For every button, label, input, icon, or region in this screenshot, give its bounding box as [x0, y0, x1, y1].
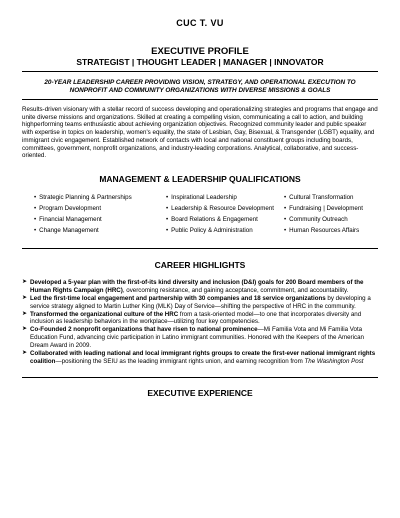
qualification-label: Change Management — [39, 226, 99, 234]
bullet-icon: • — [166, 226, 169, 234]
qualification-item — [284, 227, 394, 234]
highlight-item — [22, 350, 378, 366]
highlight-text: , overcoming resistance, and gaining acceptance, commitment, and accountability. — [122, 286, 349, 294]
bullet-icon: • — [284, 215, 287, 223]
arrow-bullet-icon: ➤ — [22, 326, 28, 333]
qualification-item — [166, 226, 287, 234]
qualification-item — [34, 193, 169, 201]
bullet-icon: • — [166, 193, 169, 201]
qualification-label: Strategic Planning & Partnerships — [39, 193, 132, 201]
bullet-icon: • — [166, 204, 169, 212]
qualification-item — [284, 216, 394, 223]
profile-paragraph: Results-driven visionary with a stellar record of success developing and operationalizing strategies and programs that engage and unite diverse missions and organizations. Skilled at creating a compelling vision, communicating a call to action, and building highperforming teams enthusiastic about achieving organization objectives. Recognized community leader and public speaker with expertise in topics on leadership, women's equality, the state of Lesbian, Gay, Bisexual, & Transgender (LGBT) equality, and immigrant civic engagement. Established network of contacts with local and national constituent groups including boards, committees, government, nonprofit organizations, and industry-leading corporations. Analytical, collaborative, and success-oriented. — [22, 106, 378, 160]
highlight-lead: Co-Founded 2 nonprofit organizations that have risen to national prominence — [30, 326, 258, 334]
summary-line-1: 20-YEAR LEADERSHIP CAREER PROVIDING VISION, STRATEGY, AND OPERATIONAL EXECUTION TO — [44, 79, 356, 86]
qualification-label: Inspirational Leadership — [171, 193, 237, 201]
experience-heading: EXECUTIVE EXPERIENCE — [147, 387, 253, 398]
arrow-bullet-icon: ➤ — [22, 350, 28, 357]
bullet-icon: • — [34, 226, 37, 234]
highlight-item — [22, 279, 378, 295]
highlight-text: from a task-oriented model—to one that incorporates diversity and inclusion as leadership behaviors in the workplace—utilizing four key competencies. — [30, 310, 362, 326]
profile-title: EXECUTIVE PROFILE — [151, 46, 249, 57]
divider — [22, 71, 378, 72]
bullet-icon: • — [34, 215, 37, 223]
highlight-lead: Developed a 5-year plan with the first-of-its kind diversity and inclusion (D&I) goals for 200 Board members of the Human Rights Campaign (HRC) — [30, 278, 364, 294]
qualification-item — [284, 205, 394, 212]
qualifications-heading: MANAGEMENT & LEADERSHIP QUALIFICATIONS — [99, 173, 301, 184]
highlights-heading: CAREER HIGHLIGHTS — [154, 259, 246, 270]
bullet-icon: • — [34, 204, 37, 212]
divider — [22, 248, 378, 249]
bullet-icon: • — [284, 204, 287, 212]
qualification-label: Public Policy & Administration — [171, 226, 253, 234]
divider — [22, 377, 378, 378]
bullet-icon: • — [284, 193, 287, 201]
qualification-label: Program Development — [39, 204, 102, 212]
highlight-lead: Transformed the organizational culture of the HRC — [30, 310, 179, 318]
qualifications-grid — [34, 194, 378, 234]
bullet-icon: • — [166, 215, 169, 223]
qualification-label: Community Outreach — [289, 215, 348, 223]
highlight-text: —positioning the SEIU as the leading immigrant rights union, and earning recognition from — [55, 357, 305, 365]
qualification-label: Cultural Transformation — [289, 193, 354, 201]
qualification-item — [166, 215, 287, 223]
publication-name: The Washington Post — [304, 357, 364, 365]
qualification-item — [34, 226, 169, 234]
arrow-bullet-icon: ➤ — [22, 278, 28, 285]
qualification-item — [34, 215, 169, 223]
bullet-icon: • — [284, 226, 287, 234]
highlight-text: —Mi Familia Vota and Mi Familia Vota Education Fund, advancing civic participation in Latino immigrant communities. Honored with the Keepers of the American Dream Award in 2009. — [30, 326, 364, 350]
qualification-item — [166, 193, 287, 201]
qualification-item — [166, 204, 287, 212]
highlight-lead: Led the first-time local engagement and partnership with 30 companies and 18 service organizations — [30, 294, 326, 302]
qualification-label: Fundraising | Development — [289, 204, 364, 212]
summary-line-2: NONPROFIT AND COMMUNITY ORGANIZATIONS WITH DIVERSE MISSIONS & GOALS — [69, 87, 331, 94]
highlight-item — [22, 311, 378, 327]
highlights-list — [22, 279, 378, 366]
qualification-label: Human Resources Affairs — [289, 226, 360, 234]
qualification-item — [34, 204, 169, 212]
candidate-name: CUC T. VU — [176, 18, 224, 28]
bullet-icon: • — [34, 193, 37, 201]
highlight-item — [22, 295, 378, 311]
highlight-lead: Collaborated with leading national and local immigrant rights groups to create the first-ever national immigrant rights coalition — [30, 350, 376, 365]
profile-subtitle: STRATEGIST | THOUGHT LEADER | MANAGER | INNOVATOR — [76, 57, 324, 67]
qualification-label: Board Relations & Engagement — [171, 215, 258, 223]
qualification-item — [284, 194, 394, 201]
summary-banner — [22, 76, 378, 100]
arrow-bullet-icon: ➤ — [22, 310, 28, 317]
arrow-bullet-icon: ➤ — [22, 294, 28, 301]
highlight-text: by developing a service strategy aligned to Martin Luther King (MLK) Day of Service—shifting the perspective of HRC in the community. — [30, 294, 371, 310]
qualification-label: Leadership & Resource Development — [171, 204, 275, 212]
qualification-label: Financial Management — [39, 215, 102, 223]
highlight-item — [22, 326, 378, 350]
